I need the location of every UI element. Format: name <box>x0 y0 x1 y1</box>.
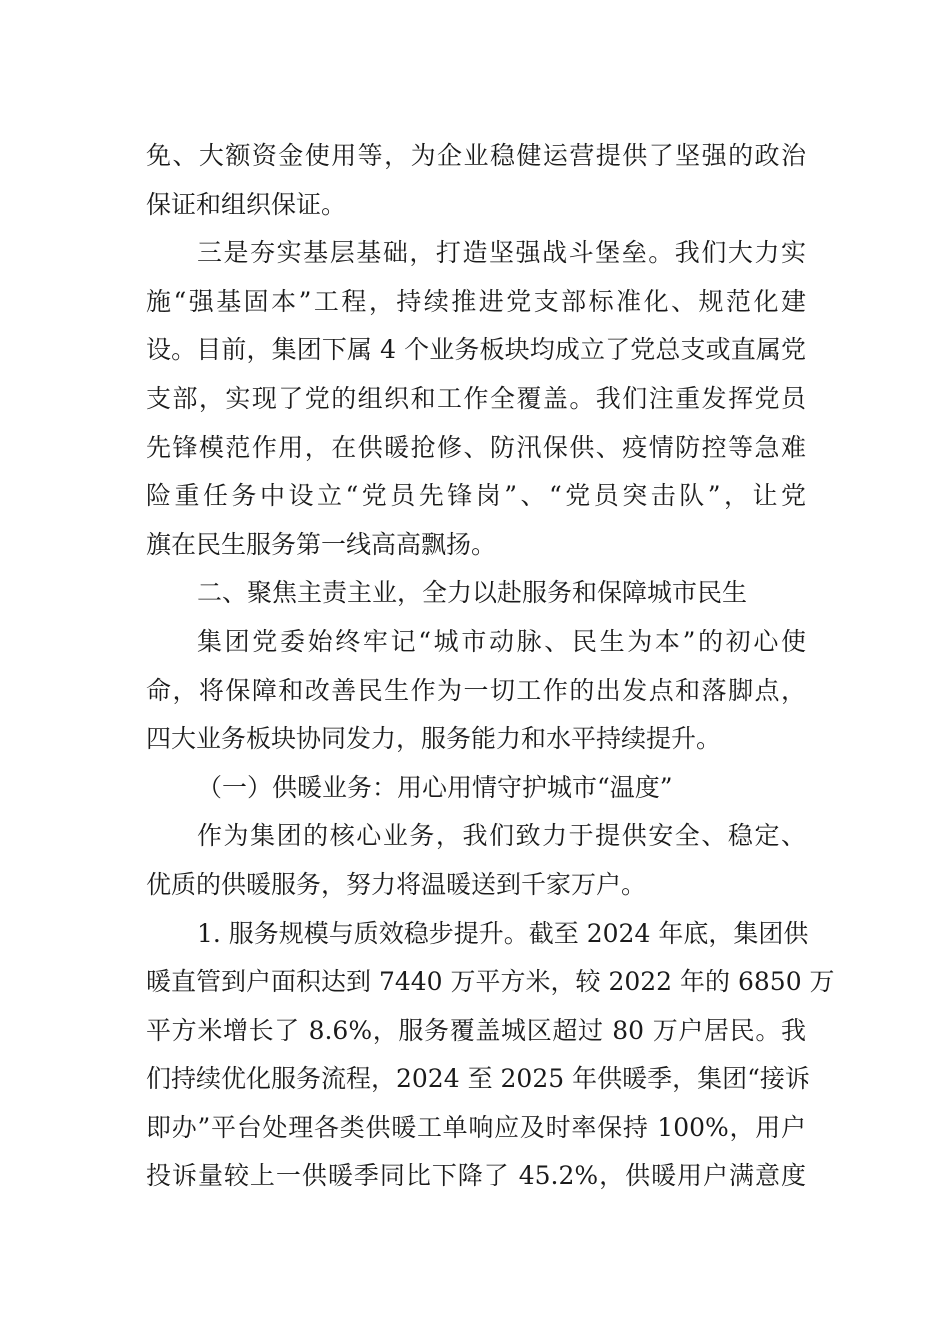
text-line: 先锋模范作用，在供暖抢修、防汛保供、疫情防控等急难 <box>146 432 806 462</box>
subsection-heading: （一）供暖业务：用心用情守护城市“温度” <box>197 772 673 802</box>
section-heading: 二、聚焦主责主业，全力以赴服务和保障城市民生 <box>197 578 748 608</box>
text-line: 旗在民生服务第一线高高飘扬。 <box>146 529 497 559</box>
text-line: 暖直管到户面积达到 7440 万平方米，较 2022 年的 6850 万 <box>146 967 835 997</box>
text-line: 平方米增长了 8.6%，服务覆盖城区超过 80 万户居民。我 <box>146 1015 806 1045</box>
text-line: 保证和组织保证。 <box>146 189 347 219</box>
paragraph-start-line: 三是夯实基层基础，打造坚强战斗堡垒。我们大力实 <box>197 238 806 268</box>
paragraph-start-line: 集团党委始终牢记“城市动脉、民生为本”的初心使 <box>197 626 806 656</box>
text-line: 四大业务板块协同发力，服务能力和水平持续提升。 <box>146 724 722 754</box>
paragraph-start-line: 作为集团的核心业务，我们致力于提供安全、稳定、 <box>197 821 806 851</box>
text-line: 优质的供暖服务，努力将温暖送到千家万户。 <box>146 869 647 899</box>
text-line: 命，将保障和改善民生作为一切工作的出发点和落脚点， <box>146 675 806 705</box>
text-line: 施“强基固本”工程，持续推进党支部标准化、规范化建 <box>146 286 806 316</box>
text-line: 投诉量较上一供暖季同比下降了 45.2%，供暖用户满意度 <box>146 1161 806 1191</box>
text-line: 即办”平台处理各类供暖工单响应及时率保持 100%，用户 <box>146 1112 806 1142</box>
body-text <box>146 132 835 1201</box>
text-line: 们持续优化服务流程，2024 至 2025 年供暖季，集团“接诉 <box>146 1064 810 1094</box>
text-line: 险重任务中设立“党员先锋岗”、“党员突击队”，让党 <box>146 481 806 511</box>
text-line: 设。目前，集团下属 4 个业务板块均成立了党总支或直属党 <box>146 335 806 365</box>
paragraph-start-line: 1. 服务规模与质效稳步提升。截至 2024 年底，集团供 <box>197 918 809 948</box>
text-line: 支部，实现了党的组织和工作全覆盖。我们注重发挥党员 <box>146 383 806 413</box>
text-line: 免、大额资金使用等，为企业稳健运营提供了坚强的政治 <box>146 141 806 170</box>
